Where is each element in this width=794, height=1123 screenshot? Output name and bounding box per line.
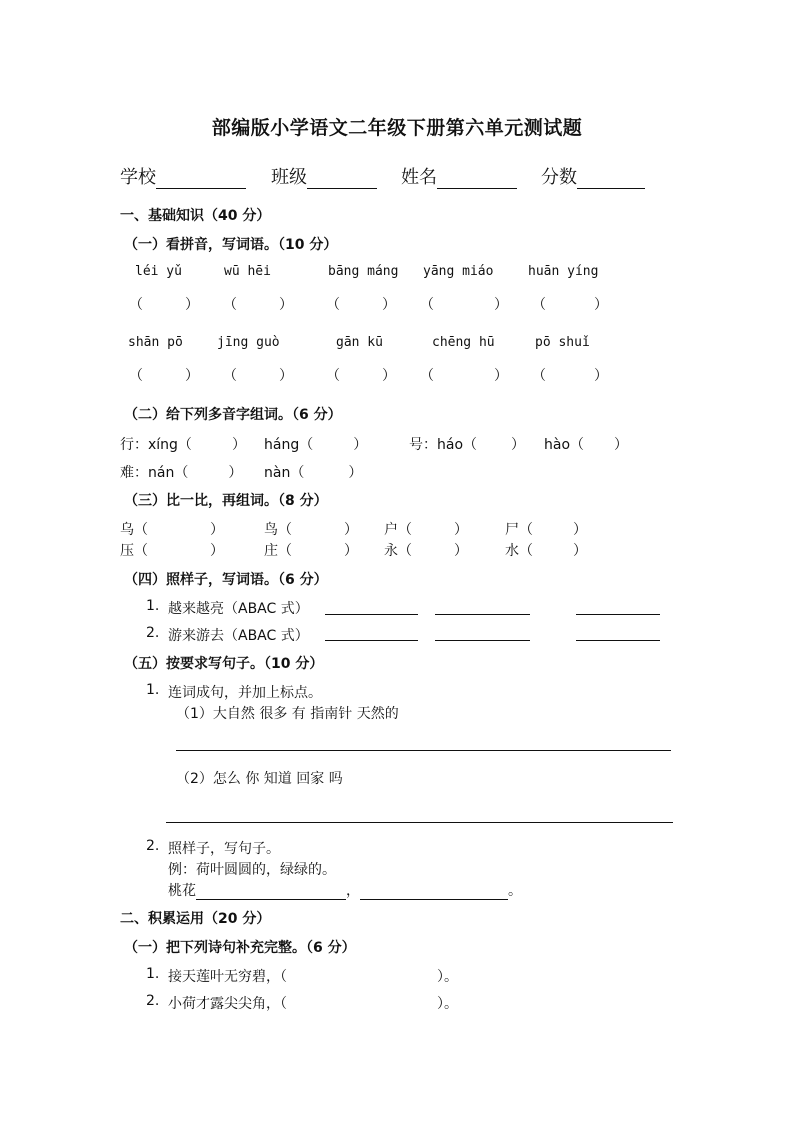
polyphone-nan2[interactable]: 难：nán（ ） [120, 465, 243, 481]
pinyin-5: huān yíng [528, 264, 599, 279]
q1-heading: （一）看拼音，写词语。（10 分） [124, 237, 338, 253]
compare-shui[interactable]: 水（ ） [505, 543, 587, 559]
answer-box-1[interactable]: （ ） [129, 297, 199, 313]
pinyin-4: yāng miáo [423, 264, 494, 279]
compare-ya[interactable]: 压（ ） [120, 543, 224, 559]
q5-blank-2[interactable] [360, 885, 508, 900]
poem-line-1[interactable]: 接天莲叶无穷碧，（ ）。 [168, 969, 458, 985]
school-label: 学校 [120, 167, 156, 188]
q5-item-1-num: 1. [146, 682, 160, 698]
class-label: 班级 [271, 167, 307, 188]
answer-box-4[interactable]: （ ） [420, 297, 508, 313]
q5-item-1: 连词成句，并加上标点。 [168, 685, 322, 701]
q5-sub-2: （2）怎么 你 知道 回家 吗 [176, 771, 343, 787]
q5-sub-2-answer-line[interactable] [166, 822, 673, 823]
name-blank[interactable] [437, 170, 517, 189]
answer-box-10[interactable]: （ ） [532, 368, 608, 384]
compare-hu[interactable]: 户（ ） [384, 522, 468, 538]
compare-zhuang[interactable]: 庄（ ） [264, 543, 358, 559]
score-blank[interactable] [577, 170, 645, 189]
q5-item-2-num: 2. [146, 838, 160, 854]
pinyin-8: gān kū [336, 335, 383, 350]
answer-box-8[interactable]: （ ） [326, 368, 396, 384]
school-field[interactable] [120, 163, 246, 189]
compare-yong[interactable]: 永（ ） [384, 543, 468, 559]
name-label: 姓名 [401, 167, 437, 188]
q3-heading: （三）比一比，再组词。（8 分） [124, 493, 328, 509]
polyphone-nan4[interactable]: nàn（ ） [264, 465, 363, 481]
poem-1-num: 1. [146, 966, 160, 982]
compare-niao[interactable]: 鸟（ ） [264, 522, 358, 538]
answer-box-6[interactable]: （ ） [129, 368, 199, 384]
pinyin-7: jīng guò [217, 335, 280, 350]
compare-shi[interactable]: 尸（ ） [505, 522, 587, 538]
pinyin-1: léi yǔ [135, 264, 182, 279]
section-2-heading: 二、积累运用（20 分） [120, 911, 271, 927]
q4-item-1-blank-2[interactable] [435, 614, 530, 615]
school-blank[interactable] [156, 170, 246, 189]
polyphone-hang[interactable]: háng（ ） [264, 437, 368, 453]
section-1-heading: 一、基础知识（40 分） [120, 208, 271, 224]
q4-item-1-num: 1. [146, 598, 160, 614]
pinyin-2: wū hēi [224, 264, 271, 279]
answer-box-5[interactable]: （ ） [532, 297, 608, 313]
pinyin-6: shān pō [128, 335, 183, 350]
q4-item-2-num: 2. [146, 625, 160, 641]
class-blank[interactable] [307, 170, 377, 189]
q5-sub-1: （1）大自然 很多 有 指南针 天然的 [176, 706, 399, 722]
polyphone-hao2[interactable]: 号：háo（ ） [409, 437, 526, 453]
page-title: 部编版小学语文二年级下册第六单元测试题 [211, 117, 583, 139]
q5-heading: （五）按要求写句子。（10 分） [124, 656, 324, 672]
pinyin-3: bāng máng [328, 264, 399, 279]
q5-blank-1[interactable] [196, 885, 346, 900]
q4-item-1-blank-1[interactable] [325, 614, 418, 615]
s2-q1-heading: （一）把下列诗句补充完整。（6 分） [124, 940, 356, 956]
poem-2-num: 2. [146, 993, 160, 1009]
q4-heading: （四）照样子，写词语。（6 分） [124, 572, 328, 588]
q5-item-2: 照样子，写句子。 [168, 841, 280, 857]
score-field[interactable] [541, 163, 645, 189]
q4-item-2-blank-3[interactable] [576, 640, 660, 641]
q4-item-1-blank-3[interactable] [576, 614, 660, 615]
q5-sub-1-answer-line[interactable] [176, 750, 671, 751]
pinyin-9: chēng hū [432, 335, 495, 350]
pinyin-10: pō shuǐ [535, 335, 590, 350]
q4-item-2: 游来游去（ABAC 式） [168, 628, 309, 644]
answer-box-3[interactable]: （ ） [326, 297, 396, 313]
name-field[interactable] [401, 163, 517, 189]
answer-box-9[interactable]: （ ） [420, 368, 508, 384]
answer-box-2[interactable]: （ ） [223, 297, 293, 313]
q5-prompt: 桃花 ， 。 [168, 883, 522, 899]
score-label: 分数 [541, 167, 577, 188]
q4-item-2-blank-2[interactable] [435, 640, 530, 641]
polyphone-xing[interactable]: 行：xíng（ ） [120, 437, 246, 453]
q4-item-1: 越来越亮（ABAC 式） [168, 601, 309, 617]
compare-wu[interactable]: 乌（ ） [120, 522, 224, 538]
class-field[interactable] [271, 163, 377, 189]
polyphone-hao4[interactable]: hào（ ） [544, 437, 629, 453]
q5-example: 例：荷叶圆圆的，绿绿的。 [168, 862, 336, 878]
q2-heading: （二）给下列多音字组词。（6 分） [124, 407, 342, 423]
answer-box-7[interactable]: （ ） [223, 368, 293, 384]
poem-line-2[interactable]: 小荷才露尖尖角，（ ）。 [168, 996, 458, 1012]
q4-item-2-blank-1[interactable] [325, 640, 418, 641]
